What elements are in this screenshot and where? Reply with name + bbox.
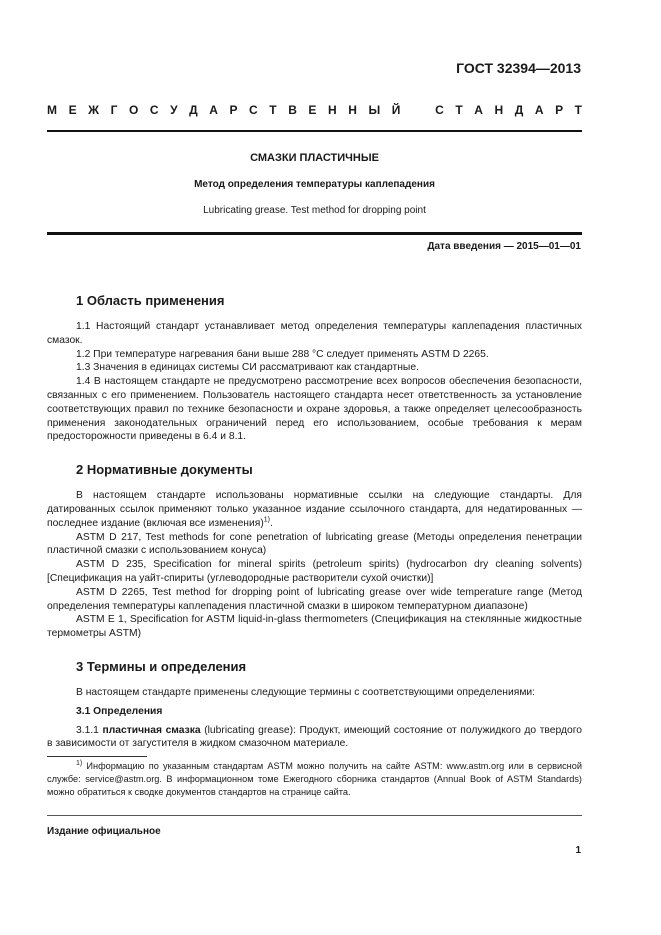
footnote-divider bbox=[47, 756, 147, 757]
banner-letter: Ж bbox=[88, 103, 99, 117]
section-heading: 1 Область применения bbox=[76, 293, 225, 308]
footnote-text: Информацию по указанным стандартам ASTM можно получить на сайте ASTM: www.astm.org или в сервисной службе: service@astm.org. В информационном томе Ежегодного сборника стандартов (Annual Book of ASTM Standards) можно обратиться к сводке документов стандартов на странице сайта. bbox=[47, 761, 582, 797]
banner-letter: Н bbox=[348, 103, 357, 117]
paragraph-end: . bbox=[270, 517, 273, 529]
document-title-english: Lubricating grease. Test method for dropping point bbox=[203, 205, 426, 216]
banner-letter: Р bbox=[229, 103, 238, 117]
banner-letter: Т bbox=[269, 103, 277, 117]
banner-letter: О bbox=[128, 103, 139, 117]
banner-letter: Й bbox=[391, 103, 401, 117]
paragraph bbox=[47, 489, 582, 530]
banner-letter: Р bbox=[555, 103, 564, 117]
page-number: 1 bbox=[575, 845, 581, 856]
banner-letter: Н bbox=[494, 103, 504, 117]
banner-letter: Д bbox=[514, 103, 524, 117]
document-title: СМАЗКИ ПЛАСТИЧНЫЕ bbox=[250, 152, 379, 164]
footer-divider bbox=[47, 815, 582, 816]
official-edition-label: Издание официальное bbox=[47, 826, 161, 837]
footnote-mark: 1) bbox=[76, 759, 83, 767]
banner-letter: С bbox=[435, 103, 444, 117]
banner-letter: Т bbox=[574, 103, 582, 117]
header-divider bbox=[47, 130, 582, 132]
banner-letter: А bbox=[534, 103, 544, 117]
reference-item: ASTM D 235, Specification for mineral spirits (petroleum spirits) (hydrocarbon dry cleaning solvents) [Спецификация на уайт-спириты (углеводородные растворители сухой очистки)] bbox=[47, 559, 582, 584]
paragraph-text: В настоящем стандарте использованы нормативные ссылки на следующие стандарты. Для датированных ссылок применяют только указанное издание ссылочного стандарта, для недатированных — последнее издание (включая все изменения) bbox=[47, 490, 582, 529]
banner-letter: Н bbox=[328, 103, 337, 117]
paragraph: 1.2 При температуре нагревания бани выше 288 °С следует применять ASTM D 2265. bbox=[76, 348, 489, 360]
banner-letter: Д bbox=[189, 103, 198, 117]
banner-letter: С bbox=[149, 103, 159, 117]
banner-letter: У bbox=[170, 103, 178, 117]
banner-letter: Е bbox=[308, 103, 317, 117]
document-body bbox=[47, 293, 582, 751]
definition-number: 3.1.1 bbox=[76, 724, 99, 736]
banner-letter: С bbox=[249, 103, 258, 117]
definition-term: пластичная смазка bbox=[102, 724, 201, 736]
paragraph: 1.3 Значения в единицах системы СИ рассматривают как стандартные. bbox=[76, 362, 419, 374]
banner-letter: М bbox=[47, 103, 57, 117]
banner-letter: Т bbox=[455, 103, 463, 117]
banner-letter: А bbox=[474, 103, 483, 117]
banner-letter: Ы bbox=[368, 103, 381, 117]
definition bbox=[47, 724, 582, 752]
title-divider bbox=[47, 232, 582, 235]
footnote-reference: 1) bbox=[263, 516, 270, 524]
paragraph: В настоящем стандарте применены следующие термины с соответствующими определениями: bbox=[76, 686, 536, 698]
definition-text: (lubricating grease): Продукт, имеющий состояние от полужидкого до твердого в зависимости от загустителя в жидком смазочном материале. bbox=[47, 724, 582, 750]
banner-letter: Е bbox=[68, 103, 77, 117]
reference-item: ASTM E 1, Specification for ASTM liquid-in-glass thermometers (Спецификация на стеклянные жидкостные термометры ASTM) bbox=[47, 614, 582, 640]
reference-item: ASTM D 217, Test methods for cone penetration of lubricating grease (Методы определения пенетрации пластичной смазки с использованием конуса) bbox=[47, 531, 582, 557]
reference-item: ASTM D 2265, Test method for dropping point of lubricating grease over wide temperature range (Метод определения температуры каплепадения пластичной смазки в широком температурном диапазоне) bbox=[47, 586, 582, 612]
interstate-standard-banner bbox=[47, 103, 582, 117]
banner-letter: А bbox=[209, 103, 218, 117]
footnote bbox=[47, 760, 582, 799]
section-heading: 3 Термины и определения bbox=[76, 658, 247, 674]
banner-letter: Г bbox=[110, 103, 118, 117]
banner-letter: В bbox=[288, 103, 297, 117]
gost-number: ГОСТ 32394—2013 bbox=[456, 60, 581, 76]
footnote-paragraph bbox=[47, 760, 582, 799]
paragraph: 1.1 Настоящий стандарт устанавливает метод определения температуры каплепадения пластичных смазок. bbox=[47, 321, 582, 346]
subsection-heading: 3.1 Определения bbox=[76, 705, 163, 717]
paragraph: 1.4 В настоящем стандарте не предусмотрено рассмотрение всех вопросов обеспечения безопасности, связанных с его применением. Пользователь настоящего стандарта несет ответственность за установление соответствующих правил по технике безопасности и охране здоровья, а также определяет целесообразность применения законодательных ограничений перед его использованием, особые требования к мерам предосторожности приведены в 6.4 и 8.1. bbox=[47, 376, 582, 443]
document-subtitle: Метод определения температуры каплепадения bbox=[194, 179, 435, 190]
introduction-date: Дата введения — 2015—01—01 bbox=[427, 241, 581, 252]
section-heading: 2 Нормативные документы bbox=[76, 462, 253, 478]
